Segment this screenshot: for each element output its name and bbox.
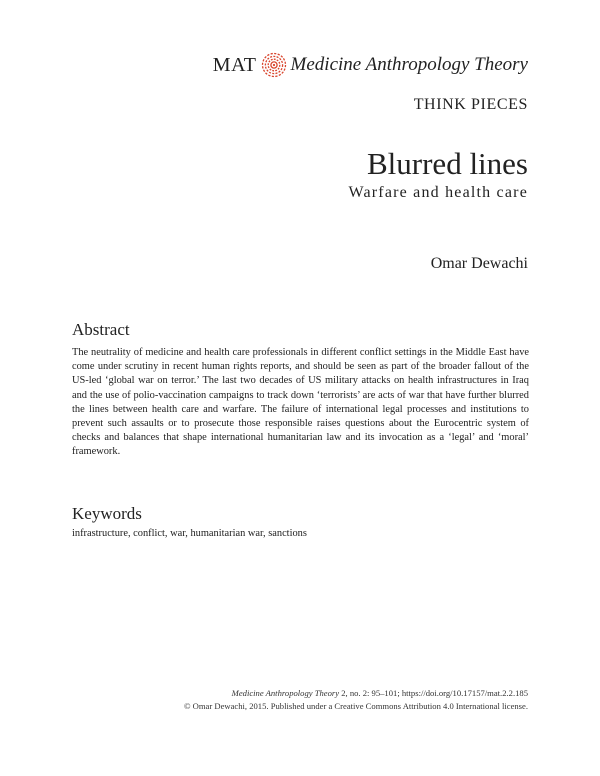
journal-masthead bbox=[213, 52, 528, 78]
citation-line bbox=[184, 687, 528, 700]
license-line: © Omar Dewachi, 2015. Published under a Creative Commons Attribution 4.0 International license. bbox=[183, 700, 528, 711]
spiral-logo-icon bbox=[261, 52, 287, 78]
journal-abbreviation: MAT bbox=[212, 53, 257, 76]
section-label: THINK PIECES bbox=[413, 96, 528, 113]
abstract-text: The neutrality of medicine and health care professionals in different conflict settings in the Middle East have come under scrutiny in recent human rights reports, and should be seen as part of the broader fallout of the US-led ‘global war on terror.’ The last two decades of US military attacks on health infrastructures in Iraq and the use of polio-vaccination campaigns to track down ‘terrorists’ are acts of war that have further blurred the lines between health care and warfare. The failure of international legal processes and institutions to prevent such assaults or to prosecute those responsible raises questions about the Eurocentric system of checks and balances that shape international humanitarian law and its invocation as a ‘legal’ and ‘moral’ framework. bbox=[72, 347, 529, 458]
citation-footer bbox=[184, 687, 528, 712]
article-title: Blurred lines bbox=[367, 146, 528, 181]
article-subtitle: Warfare and health care bbox=[348, 184, 528, 201]
abstract-heading: Abstract bbox=[72, 320, 130, 339]
journal-name: Medicine Anthropology Theory bbox=[290, 54, 528, 75]
article-author: Omar Dewachi bbox=[430, 255, 528, 272]
citation-details: 2, no. 2: 95–101; https://doi.org/10.17157/mat.2.2.185 bbox=[339, 688, 528, 698]
citation-journal: Medicine Anthropology Theory bbox=[231, 688, 340, 698]
keywords-heading: Keywords bbox=[72, 504, 142, 523]
keywords-text: infrastructure, conflict, war, humanitarian war, sanctions bbox=[72, 528, 307, 539]
